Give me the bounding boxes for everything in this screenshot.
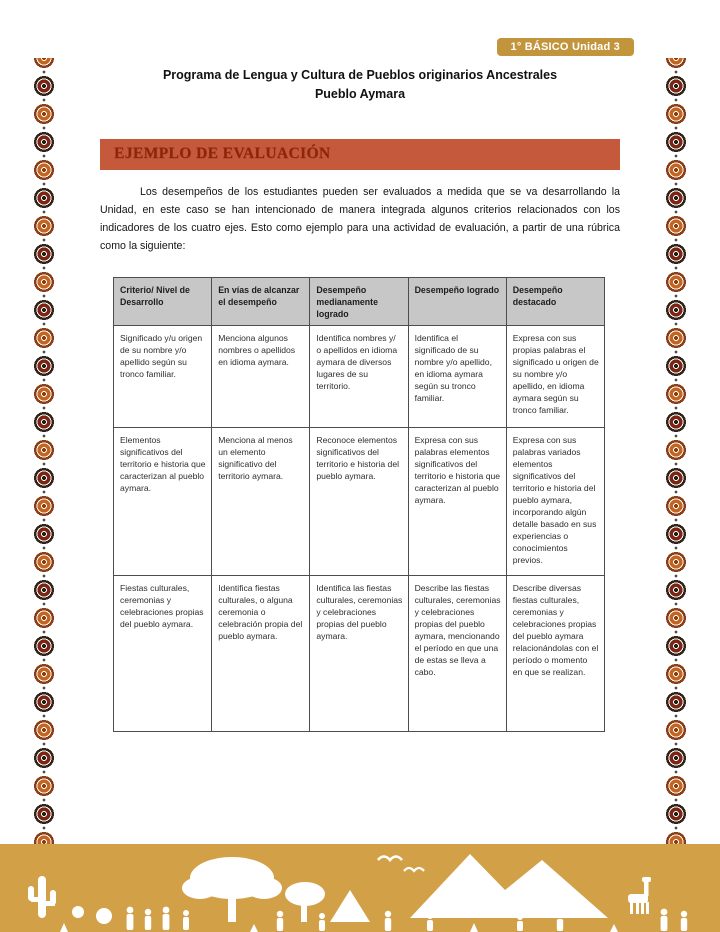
cell: Identifica nombres y/ o apellidos en idioma aymara de diversos lugares de su territorio. [310, 325, 408, 427]
footer-silhouettes [28, 854, 687, 932]
title-line-2: Pueblo Aymara [314, 87, 406, 102]
cell: Menciona al menos un elemento significativo del territorio aymara. [212, 427, 310, 575]
title-line-1: Programa de Lengua y Cultura de Pueblos originarios Ancestrales [162, 68, 558, 82]
cell: Reconoce elementos significativos del territorio e historia del pueblo aymara. [310, 427, 408, 575]
table-row [114, 575, 605, 731]
header-cell: Desempeño destacado [506, 277, 604, 325]
cell: Identifica el significado de su nombre y/o apellido, en idioma aymara según su tronco familiar. [408, 325, 506, 427]
cell: Describe diversas fiestas culturales, ceremonias y celebraciones propias del pueblo aymara relacionándolas con el período o momento en que se realizan. [506, 575, 604, 731]
table-header-row [114, 277, 605, 325]
footer-band [0, 844, 720, 932]
cactus-silhouette [28, 876, 56, 918]
left-ornamental-border [30, 58, 58, 844]
section-heading-bar [100, 139, 620, 170]
cell: Expresa con sus palabras variados elementos significativos del territorio e historia del pueblo aymara, incorporando algún detalle basado en sus experiencias o conocimientos previos. [506, 427, 604, 575]
cell: Expresa con sus palabras elementos significativos del territorio e historia que caracterizan al pueblo aymara. [408, 427, 506, 575]
rubric-table [113, 277, 605, 732]
cell: Menciona algunos nombres o apellidos en idioma aymara. [212, 325, 310, 427]
cell: Elementos significativos del territorio e historia que caracterizan al pueblo aymara. [114, 427, 212, 575]
table-row [114, 325, 605, 427]
document-title [90, 66, 630, 105]
cell: Fiestas culturales, ceremonias y celebraciones propias del pueblo aymara. [114, 575, 212, 731]
tent-silhouette [330, 890, 370, 922]
header-cell: Desempeño medianamente logrado [310, 277, 408, 325]
header-cell: Desempeño logrado [408, 277, 506, 325]
tree-silhouette [182, 857, 325, 922]
cell: Expresa con sus propias palabras el significado u origen de su nombre y/o apellido, en idioma aymara según su tronco familiar. [506, 325, 604, 427]
llama-silhouette [628, 877, 651, 914]
mountains-silhouette [410, 854, 608, 918]
cell: Identifica las fiestas culturales, ceremonias y celebraciones propias del pueblo aymara. [310, 575, 408, 731]
footer-illustration [0, 844, 720, 932]
section-heading: EJEMPLO DE EVALUACIÓN [114, 145, 331, 163]
table-row [114, 427, 605, 575]
people-silhouette [127, 907, 688, 931]
page-content [90, 66, 630, 732]
intro-paragraph: Los desempeños de los estudiantes pueden ser evaluados a medida que se va desarrollando la Unidad, en este caso se han intencionado de manera integrada algunos criterios relacionados con los indicadores de los cuatro ejes. Esto como ejemplo para una actividad de evaluación, a partir de una rúbrica como la siguiente: [100, 185, 620, 253]
cell: Describe las fiestas culturales, ceremonias y celebraciones propias del pueblo aymara, mencionando el período en que una de estas se lleva a cabo. [408, 575, 506, 731]
header-cell: En vías de alcanzar el desempeño [212, 277, 310, 325]
right-ornamental-border [662, 58, 690, 844]
cell: Identifica fiestas culturales, o alguna ceremonia o celebración propia del pueblo aymara. [212, 575, 310, 731]
header-cell: Criterio/ Nivel de Desarrollo [114, 277, 212, 325]
cell: Significado y/u origen de su nombre y/o apellido según su tronco familiar. [114, 325, 212, 427]
unit-badge: 1° BÁSICO Unidad 3 [497, 38, 634, 56]
